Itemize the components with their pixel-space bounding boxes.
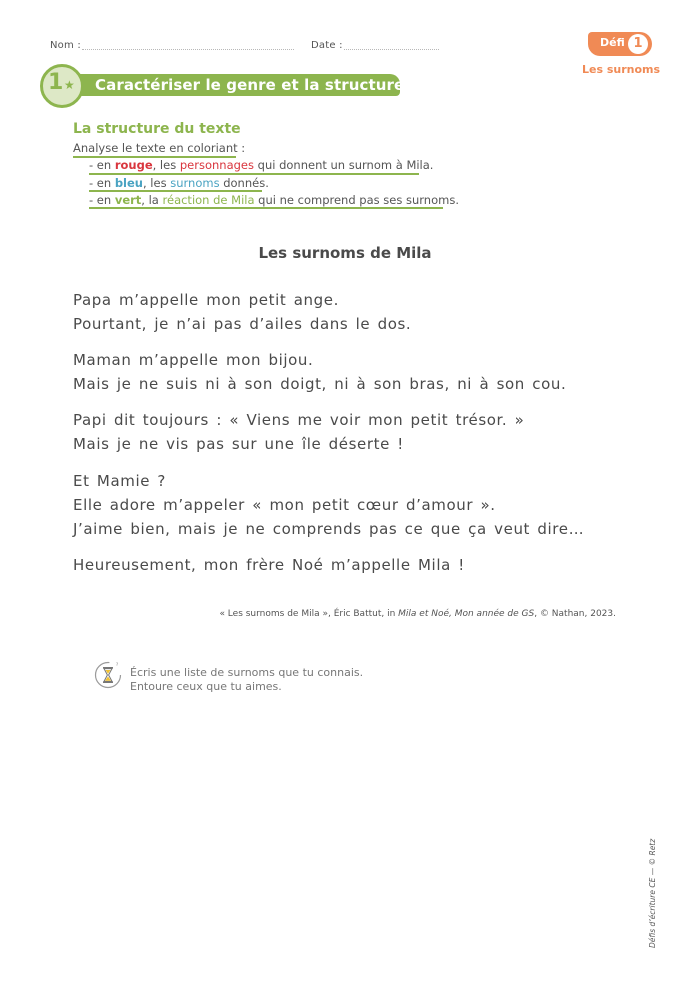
poem-line: Mais je ne suis ni à son doigt, ni à son bras, ni à son cou.	[73, 375, 567, 393]
instruction-item-blue: - en bleu, les surnoms donnés.	[89, 176, 269, 190]
star-icon: ★	[64, 78, 75, 92]
underline	[89, 207, 443, 209]
underline	[89, 173, 419, 175]
extra-task-line2: Entoure ceux que tu aimes.	[130, 680, 282, 693]
section-number: 1	[48, 70, 64, 95]
nom-field[interactable]	[82, 49, 294, 50]
poem-line: Et Mamie ?	[73, 472, 166, 490]
poem-line: Papi dit toujours : « Viens me voir mon petit trésor. »	[73, 411, 525, 429]
date-field[interactable]	[344, 49, 439, 50]
poem-line: Maman m’appelle mon bijou.	[73, 351, 314, 369]
poem-line: Mais je ne vis pas sur une île déserte !	[73, 435, 404, 453]
svg-text:?: ?	[116, 662, 119, 667]
poem-line: Elle adore m’appeler « mon petit cœur d’amour ».	[73, 496, 496, 514]
poem-line: Papa m’appelle mon petit ange.	[73, 291, 339, 309]
instruction-item-red: - en rouge, les personnages qui donnent un surnom à Mila.	[89, 158, 434, 172]
date-label: Date :	[311, 40, 343, 51]
defi-subtitle: Les surnoms	[582, 63, 661, 76]
poem-line: J’aime bien, mais je ne comprends pas ce que ça veut dire…	[73, 520, 585, 538]
underline	[89, 190, 262, 192]
defi-label: Défi	[600, 36, 625, 49]
section-title: Caractériser le genre et la structure	[95, 76, 405, 94]
poem-line: Pourtant, je n’ai pas d’ailes dans le dos.	[73, 315, 412, 333]
instructions-intro: Analyse le texte en coloriant :	[73, 141, 246, 155]
nom-label: Nom :	[50, 40, 81, 51]
poem-line: Heureusement, mon frère Noé m’appelle Mila !	[73, 556, 465, 574]
copyright-credit: Défis d’écriture CE — © Retz	[648, 838, 657, 948]
text-title: Les surnoms de Mila	[258, 244, 432, 262]
defi-number: 1	[628, 34, 648, 54]
source-citation: « Les surnoms de Mila », Éric Battut, in Mila et Noé, Mon année de GS, © Nathan, 2023.	[219, 609, 616, 619]
instruction-item-green: - en vert, la réaction de Mila qui ne comprend pas ses surnoms.	[89, 193, 459, 207]
extra-task-line1: Écris une liste de surnoms que tu connais.	[130, 666, 364, 679]
instructions-subtitle: La structure du texte	[73, 121, 241, 137]
hourglass-icon	[94, 661, 122, 689]
